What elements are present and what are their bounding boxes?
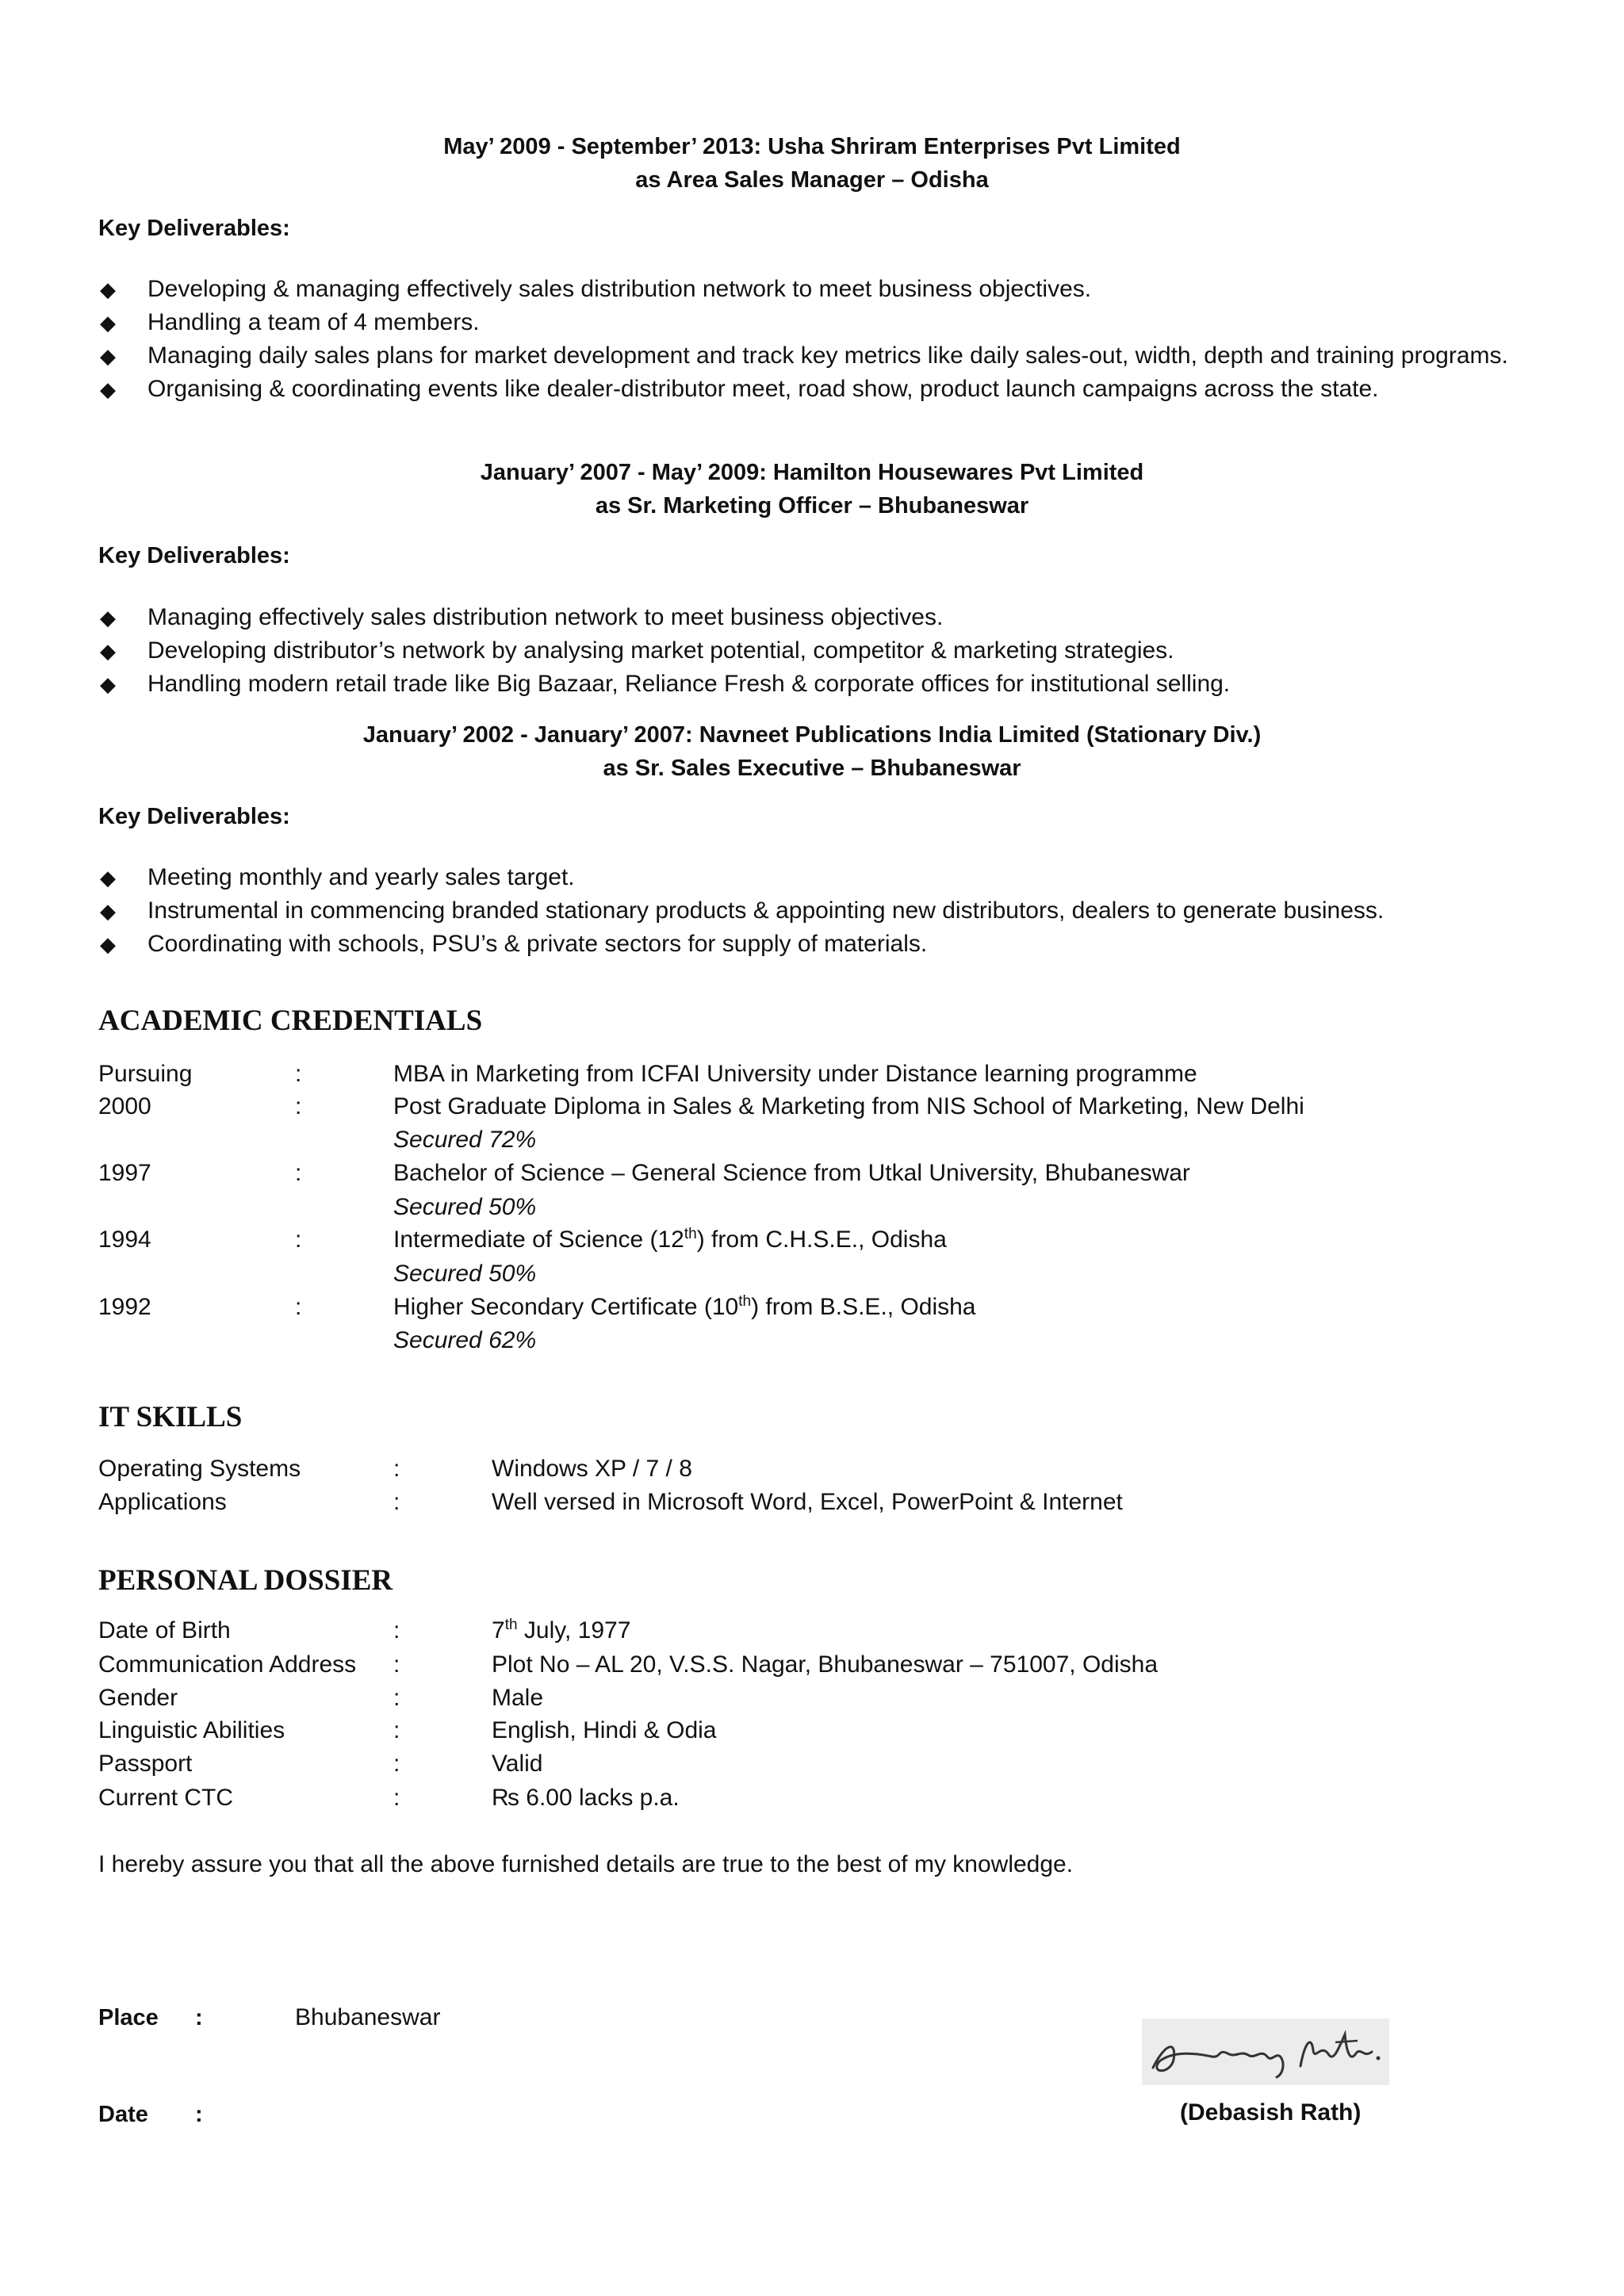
list-item: ◆ Developing & managing effectively sales distribution network to meet business objectives. (98, 273, 1549, 306)
diamond-bullet-icon: ◆ (100, 639, 116, 663)
place-value: Bhubaneswar (295, 2004, 441, 2030)
academic-title: ACADEMIC CREDENTIALS (98, 1004, 483, 1037)
job-2-heading: January’ 2007 - May’ 2009: Hamilton Housewares Pvt Limited (480, 460, 1144, 485)
secured-score: Secured 50% (393, 1261, 537, 1287)
job-2-key-label: Key Deliverables: (98, 543, 290, 568)
list-item: ◆ Managing effectively sales distribution network to meet business objectives. (98, 601, 1549, 634)
resume-page: May’ 2009 - September’ 2013: Usha Shriram Enterprises Pvt Limited as Area Sales Manager – Odisha Key Deliverables: ◆ Developing & managing effectively sales distribution network to meet business objectives. ◆ Handling a team of 4 members. ◆ Managing daily sales plans for market development and track key metrics like daily sales-out, width, depth and training programs. ◆ Organising & coordinating events like dealer-distributor meet, road show, product launch campaigns across the state. January’ 2007 - May’ 2009: Hamilton Housewares Pvt Limited as Sr. Marketing Officer – Bhubaneswar Key Deliverables: ◆ Managing effectively sales distribution network to meet business objectives. ◆ Developing distributor’s network by analysing market potential, competitor & marketing strategies. ◆ Handling modern retail trade like Big Bazaar, Reliance Fresh & corporate offices for institutional selling. January’ 2002 - January’ 2007: Navneet Publications India Limited (Stationary Div.) as Sr. Sales Executive – Bhubaneswar Key Deliverables: ◆ Meeting monthly and yearly sales target. ◆ Instrumental in commencing branded stationary products & appointing new distributors, dealers to generate business. ◆ Coordinating with schools, PSU’s & private sectors for supply of materials. ACADEMIC CREDENTIALS Pursuing : MBA in Marketing from ICFAI University under Distance learning programme 2000 : Post Graduate Diploma in Sales & Marketing from NIS School of Marketing, New Delhi Secured 72% 1997 : Bachelor of Science – General Science from Utkal University, Bhubaneswar Secured 50% 1994 : Intermediate of Science (12th) from C.H.S.E., Odisha Secured 50% 1992 : Higher Secondary Certificate (10th) from B.S.E., Odisha Secured 62% IT SKILLS Operating Systems : Windows XP / 7 / 8 Applications : Well versed in Microsoft Word, Excel, PowerPoint & Internet PERSONAL DOSSIER Date of Birth : 7th July, 1977 Communication Address : Plot No – AL 20, V.S.S. Nagar, Bhubaneswar – 751007, Odisha Gender : Male Linguistic Abilities : English, Hindi & Odia Passport : Valid Current CTC : ₨ 6.00 lacks p.a. I hereby assure you that all the above furnished details are true to the best of my knowledge. Place : Bhubaneswar Date : (Debasish Rath) (0, 0, 1624, 2296)
list-item: ◆ Handling a team of 4 members. (98, 306, 1549, 339)
job-1-bullets (98, 273, 1549, 406)
job-3-bullets (98, 861, 1549, 961)
list-item: ◆ Instrumental in commencing branded stationary products & appointing new distributors, dealers to generate business. (98, 894, 1549, 928)
job-1-key-label: Key Deliverables: (98, 216, 290, 241)
place-colon: : (195, 2005, 203, 2030)
date-label: Date (98, 2102, 148, 2127)
job-3-role: as Sr. Sales Executive – Bhubaneswar (603, 756, 1021, 781)
diamond-bullet-icon: ◆ (100, 344, 116, 368)
job-3-key-label: Key Deliverables: (98, 804, 290, 829)
list-item: ◆ Managing daily sales plans for market development and track key metrics like daily sales-out, width, depth and training programs. (98, 339, 1549, 373)
declaration: I hereby assure you that all the above furnished details are true to the best of my knowledge. (98, 1851, 1074, 1877)
list-item: ◆ Meeting monthly and yearly sales target. (98, 861, 1549, 894)
diamond-bullet-icon: ◆ (100, 899, 116, 923)
job-3-header (0, 718, 1624, 785)
diamond-bullet-icon: ◆ (100, 932, 116, 956)
personal-title: PERSONAL DOSSIER (98, 1564, 393, 1597)
date-colon: : (195, 2102, 203, 2127)
list-item: ◆ Organising & coordinating events like dealer-distributor meet, road show, product launch campaigns across the state. (98, 373, 1549, 406)
diamond-bullet-icon: ◆ (100, 277, 116, 301)
job-1-header (0, 130, 1624, 197)
diamond-bullet-icon: ◆ (100, 866, 116, 890)
diamond-bullet-icon: ◆ (100, 606, 116, 629)
signature-image (1142, 2019, 1389, 2085)
secured-score: Secured 72% (393, 1127, 537, 1153)
diamond-bullet-icon: ◆ (100, 377, 116, 401)
secured-score: Secured 50% (393, 1194, 537, 1220)
secured-score: Secured 62% (393, 1327, 537, 1353)
it-skills-title: IT SKILLS (98, 1401, 243, 1433)
diamond-bullet-icon: ◆ (100, 311, 116, 335)
place-label: Place (98, 2005, 159, 2030)
list-item: ◆ Handling modern retail trade like Big Bazaar, Reliance Fresh & corporate offices for institutional selling. (98, 668, 1549, 701)
job-1-heading: May’ 2009 - September’ 2013: Usha Shriram Enterprises Pvt Limited (443, 134, 1181, 159)
job-2-bullets (98, 601, 1549, 701)
job-2-role: as Sr. Marketing Officer – Bhubaneswar (595, 493, 1029, 519)
job-2-header (0, 456, 1624, 522)
list-item: ◆ Coordinating with schools, PSU’s & private sectors for supply of materials. (98, 928, 1549, 961)
job-1-role: as Area Sales Manager – Odisha (635, 167, 989, 193)
signatory-name: (Debasish Rath) (1180, 2099, 1362, 2126)
job-3-heading: January’ 2002 - January’ 2007: Navneet Publications India Limited (Stationary Div.) (362, 722, 1262, 748)
list-item: ◆ Developing distributor’s network by analysing market potential, competitor & marketing strategies. (98, 634, 1549, 668)
signature-icon (1142, 2019, 1389, 2085)
diamond-bullet-icon: ◆ (100, 672, 116, 696)
